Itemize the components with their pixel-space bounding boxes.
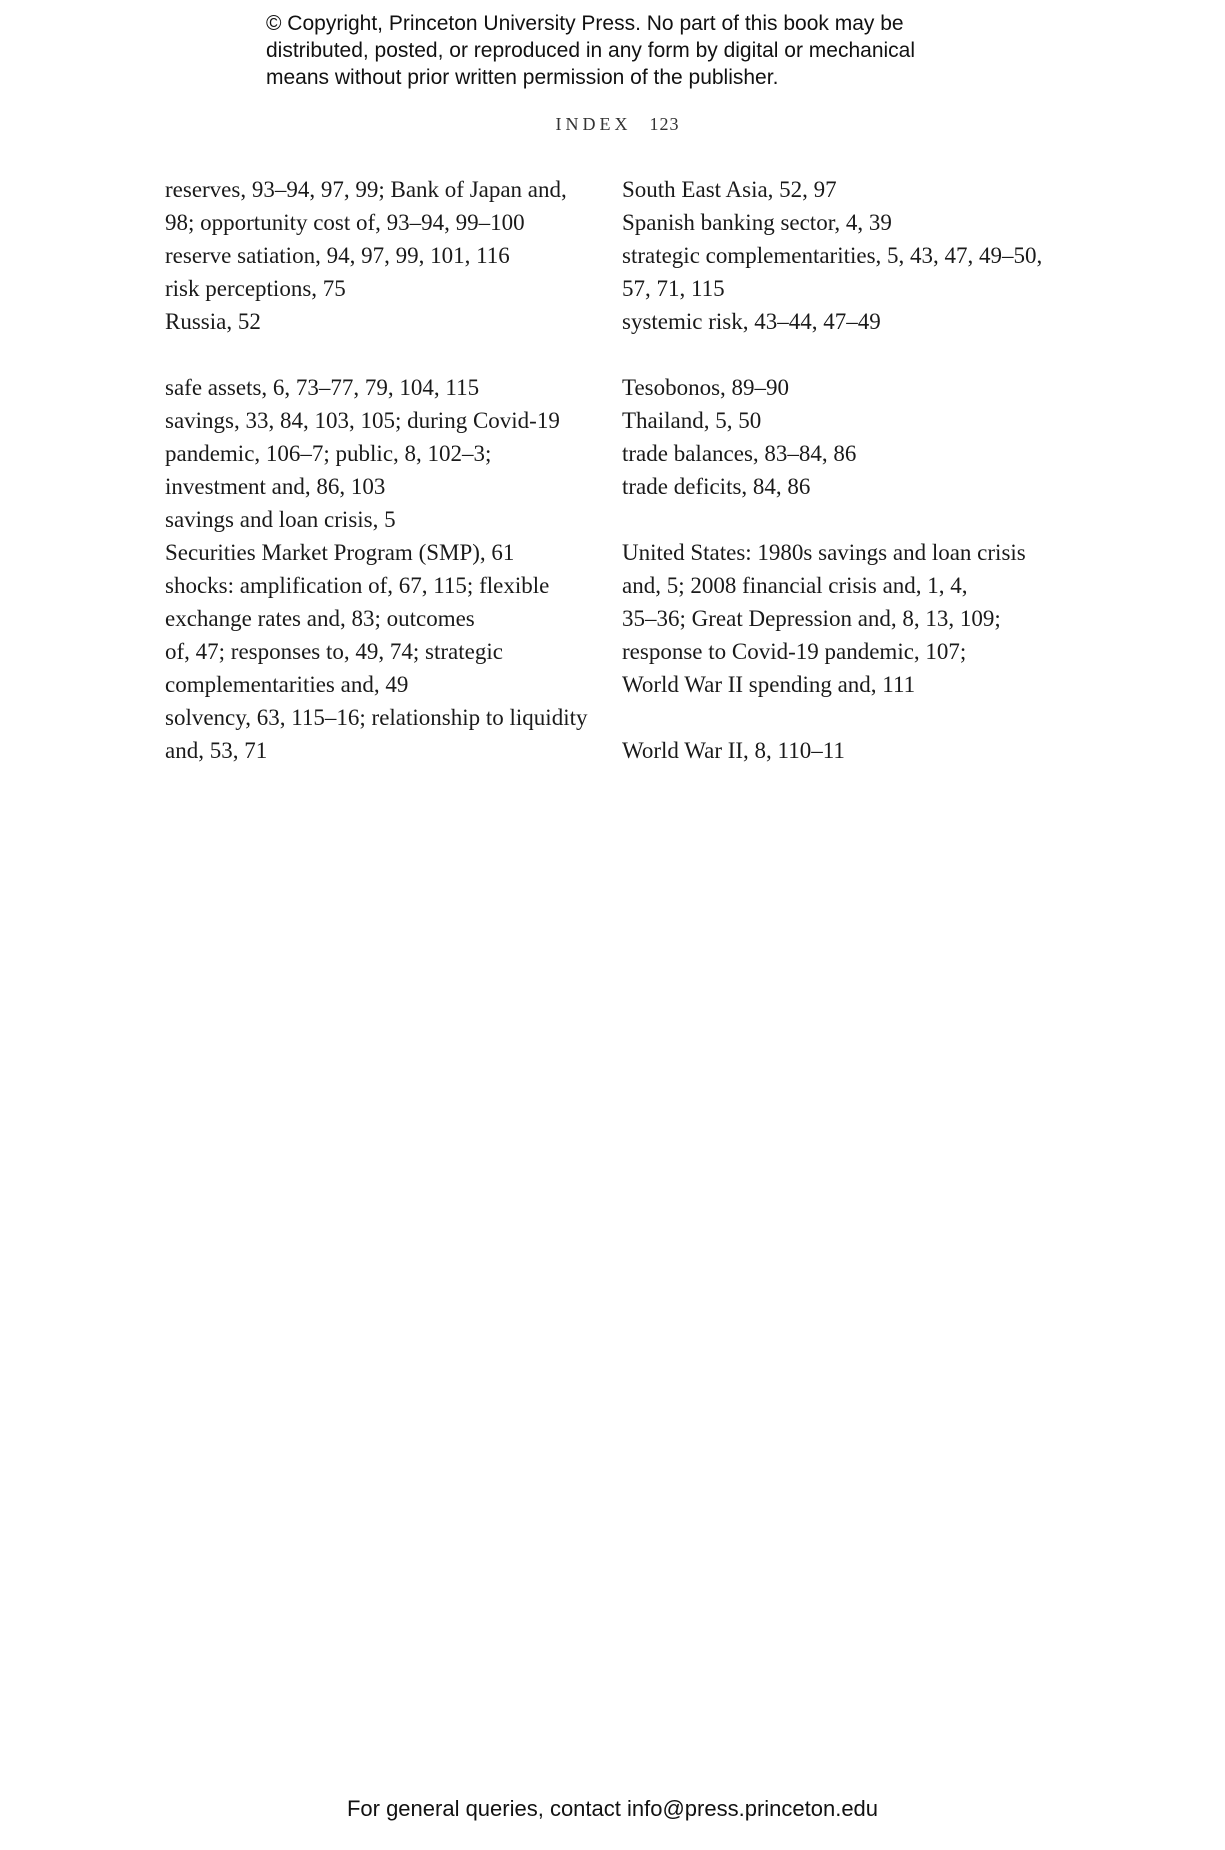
index-entry-line: Russia, 52 — [165, 309, 261, 334]
footer-contact: For general queries, contact info@press.princeton.edu — [346, 1796, 879, 1821]
index-entry — [622, 206, 1062, 239]
index-entry — [165, 305, 595, 338]
index-entry — [622, 173, 1062, 206]
index-entry-line: of, 47; responses to, 49, 74; strategic — [165, 639, 503, 664]
index-entry-line: 57, 71, 115 — [622, 276, 725, 301]
index-entry — [622, 470, 1062, 503]
index-entry-line: South East Asia, 52, 97 — [622, 177, 837, 202]
index-entry — [165, 701, 595, 767]
index-entry-line: trade balances, 83–84, 86 — [622, 441, 857, 466]
index-entry — [165, 173, 595, 239]
copyright-line: © Copyright, Princeton University Press. No part of this book may be — [266, 12, 904, 35]
index-entry-line: and, 5; 2008 financial crisis and, 1, 4, — [622, 573, 968, 598]
index-entry — [622, 371, 1062, 404]
index-entry — [165, 239, 595, 272]
index-entry-line: solvency, 63, 115–16; relationship to liquidity — [165, 705, 588, 730]
index-entry-line: Thailand, 5, 50 — [622, 408, 762, 433]
index-entry-line: United States: 1980s savings and loan crisis — [622, 540, 1026, 565]
index-entry-line: 35–36; Great Depression and, 8, 13, 109; — [622, 606, 1001, 631]
index-entry — [622, 734, 1062, 767]
index-entry — [622, 536, 1062, 701]
index-entry-line: investment and, 86, 103 — [165, 474, 386, 499]
page-number: 123 — [649, 114, 680, 134]
index-entry-line: response to Covid-19 pandemic, 107; — [622, 639, 967, 664]
index-entry-line: and, 53, 71 — [165, 738, 268, 763]
running-head-section: INDEX — [555, 114, 632, 134]
index-entry-line: shocks: amplification of, 67, 115; flexible — [165, 573, 550, 598]
index-entry — [622, 239, 1062, 305]
index-entry — [622, 404, 1062, 437]
letter-group-gap — [622, 338, 1062, 371]
index-entry — [622, 437, 1062, 470]
index-column-right — [622, 173, 1062, 767]
index-entry-line: World War II, 8, 110–11 — [622, 738, 845, 763]
index-entry-line: Tesobonos, 89–90 — [622, 375, 790, 400]
letter-group-gap — [622, 701, 1062, 734]
index-entry-line: World War II spending and, 111 — [622, 672, 916, 697]
index-entry-line: reserve satiation, 94, 97, 99, 101, 116 — [165, 243, 510, 268]
index-column-left — [165, 173, 595, 767]
index-entry-line: trade deficits, 84, 86 — [622, 474, 811, 499]
index-entry — [165, 503, 595, 536]
index-entry-line: complementarities and, 49 — [165, 672, 409, 697]
index-entry-line: 98; opportunity cost of, 93–94, 99–100 — [165, 210, 525, 235]
index-entry-line: reserves, 93–94, 97, 99; Bank of Japan and, — [165, 177, 567, 202]
index-entry-line: pandemic, 106–7; public, 8, 102–3; — [165, 441, 492, 466]
letter-group-gap — [165, 338, 595, 371]
index-entry-line: Spanish banking sector, 4, 39 — [622, 210, 892, 235]
index-entry-line: savings, 33, 84, 103, 105; during Covid-19 — [165, 408, 560, 433]
index-entry-line: exchange rates and, 83; outcomes — [165, 606, 475, 631]
index-entry-line: strategic complementarities, 5, 43, 47, 49–50, — [622, 243, 1043, 268]
index-entry — [165, 371, 595, 404]
index-entry-line: Securities Market Program (SMP), 61 — [165, 540, 515, 565]
index-entry — [165, 569, 595, 701]
index-entry-line: risk perceptions, 75 — [165, 276, 346, 301]
index-entry — [165, 404, 595, 503]
copyright-line: distributed, posted, or reproduced in any form by digital or mechanical — [266, 39, 916, 62]
index-entry-line: systemic risk, 43–44, 47–49 — [622, 309, 881, 334]
index-entry-line: safe assets, 6, 73–77, 79, 104, 115 — [165, 375, 480, 400]
index-entry-line: savings and loan crisis, 5 — [165, 507, 396, 532]
copyright-line: means without prior written permission of the publisher. — [266, 66, 779, 89]
letter-group-gap — [622, 503, 1062, 536]
index-entry — [165, 272, 595, 305]
index-entry — [622, 305, 1062, 338]
index-entry — [165, 536, 595, 569]
running-head — [0, 114, 1225, 135]
copyright-notice — [266, 10, 1026, 91]
